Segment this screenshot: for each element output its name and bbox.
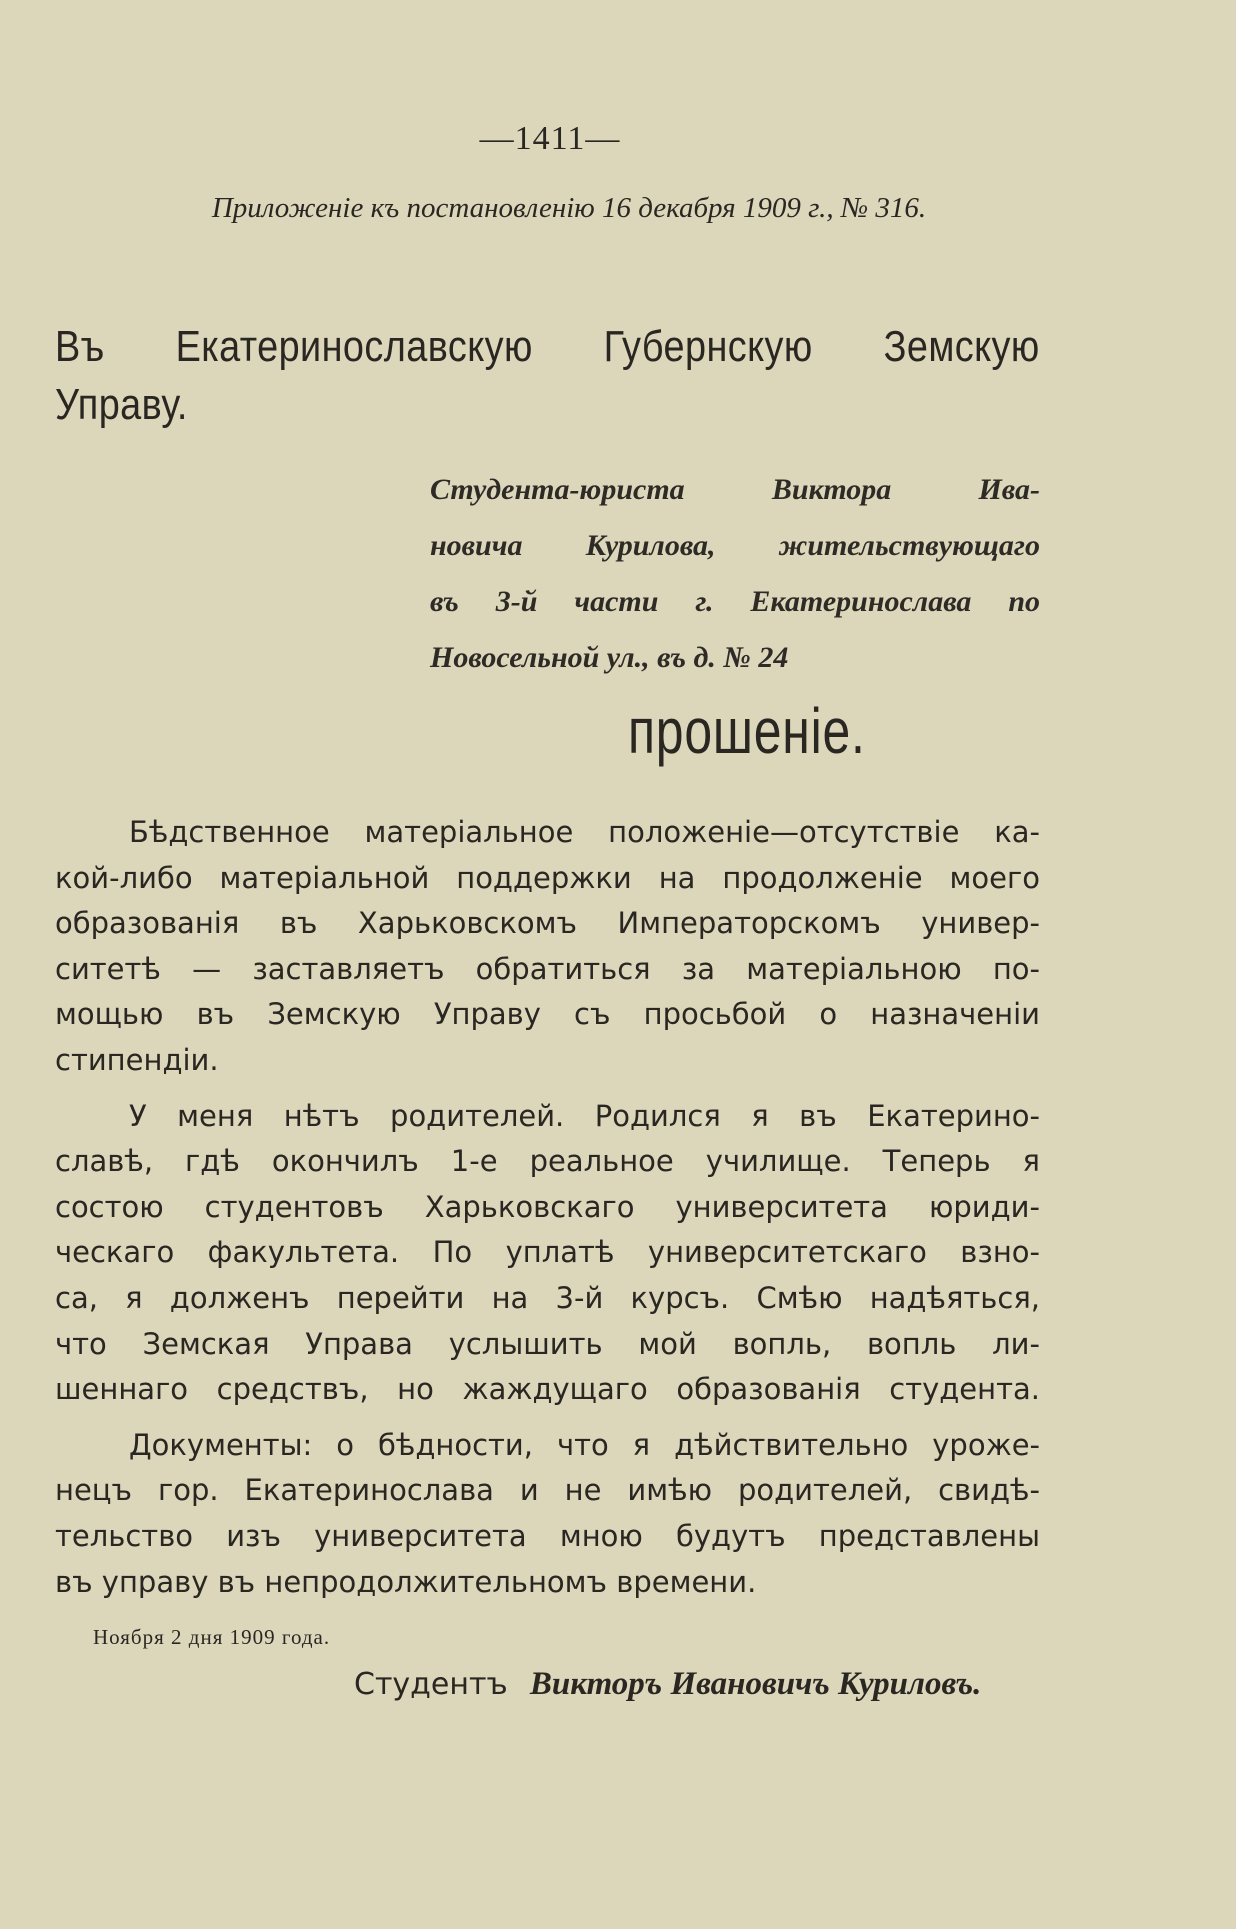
text-line: Документы: о бѣдности, что я дѣйствительно уроже- <box>129 1427 1040 1462</box>
paragraph <box>55 1094 1040 1413</box>
sender-line: Студента-юриста Виктора Ива- <box>430 473 1040 506</box>
text-line: въ управу въ непродолжительномъ времени. <box>55 1564 757 1599</box>
text-line: состою студентовъ Харьковскаго университета юриди- <box>55 1189 1040 1224</box>
appendix-note: Приложеніе къ постановленію 16 декабря 1909 г., № 316. <box>211 192 927 224</box>
text-line: нецъ гор. Екатеринослава и не имѣю родителей, свидѣ- <box>55 1473 1040 1508</box>
sender-line: Новосельной ул., въ д. № 24 <box>430 641 789 674</box>
text-line: образованія въ Харьковскомъ Императорскомъ универ- <box>55 906 1040 941</box>
signature-line <box>354 1666 981 1703</box>
text-line: тельство изъ университета мною будутъ представлены <box>55 1518 1040 1553</box>
text-line: славѣ, гдѣ окончилъ 1-е реальное училище. Теперь я <box>55 1144 1040 1179</box>
text-line: са, я долженъ перейти на 3-й курсъ. Смѣю надѣяться, <box>55 1280 1040 1315</box>
sender-line: въ 3-й части г. Екатеринослава по <box>430 585 1040 618</box>
text-line: кой-либо матеріальной поддержки на продолженіе моего <box>55 860 1040 895</box>
paragraph <box>55 1423 1040 1605</box>
addressee <box>55 318 1040 434</box>
text-line: стипендіи. <box>55 1042 219 1077</box>
text-line: шеннаго средствъ, но жаждущаго образованія студента. <box>55 1372 1040 1407</box>
addressee-line: Въ Екатеринославскую Губернскую Земскую <box>55 322 1040 371</box>
text-line: У меня нѣтъ родителей. Родился я въ Екатерино- <box>129 1098 1040 1133</box>
sender-block <box>430 462 1040 686</box>
document-title: прошеніе. <box>628 695 866 767</box>
text-line: мощью въ Земскую Управу съ просьбой о назначеніи <box>55 997 1040 1032</box>
text-line: что Земская Управа услышить мой вопль, вопль ли- <box>55 1326 1040 1361</box>
paragraph <box>55 810 1040 1084</box>
text-line: ческаго факультета. По уплатѣ университетскаго взно- <box>55 1235 1040 1270</box>
body-text <box>55 810 1040 1615</box>
sender-line: новича Курилова, жительствующаго <box>430 529 1040 562</box>
addressee-line: Управу. <box>55 380 188 429</box>
signature-name: Викторъ Ивановичъ Куриловъ. <box>529 1666 982 1702</box>
text-line: ситетѣ — заставляетъ обратиться за матеріальною по- <box>55 951 1040 986</box>
text-line: Бѣдственное матеріальное положеніе—отсутствіе ка- <box>129 815 1040 849</box>
signature-role: Студентъ <box>354 1667 508 1702</box>
page-number: —1411— <box>479 120 621 157</box>
document-date: Ноября 2 дня 1909 года. <box>93 1625 331 1649</box>
